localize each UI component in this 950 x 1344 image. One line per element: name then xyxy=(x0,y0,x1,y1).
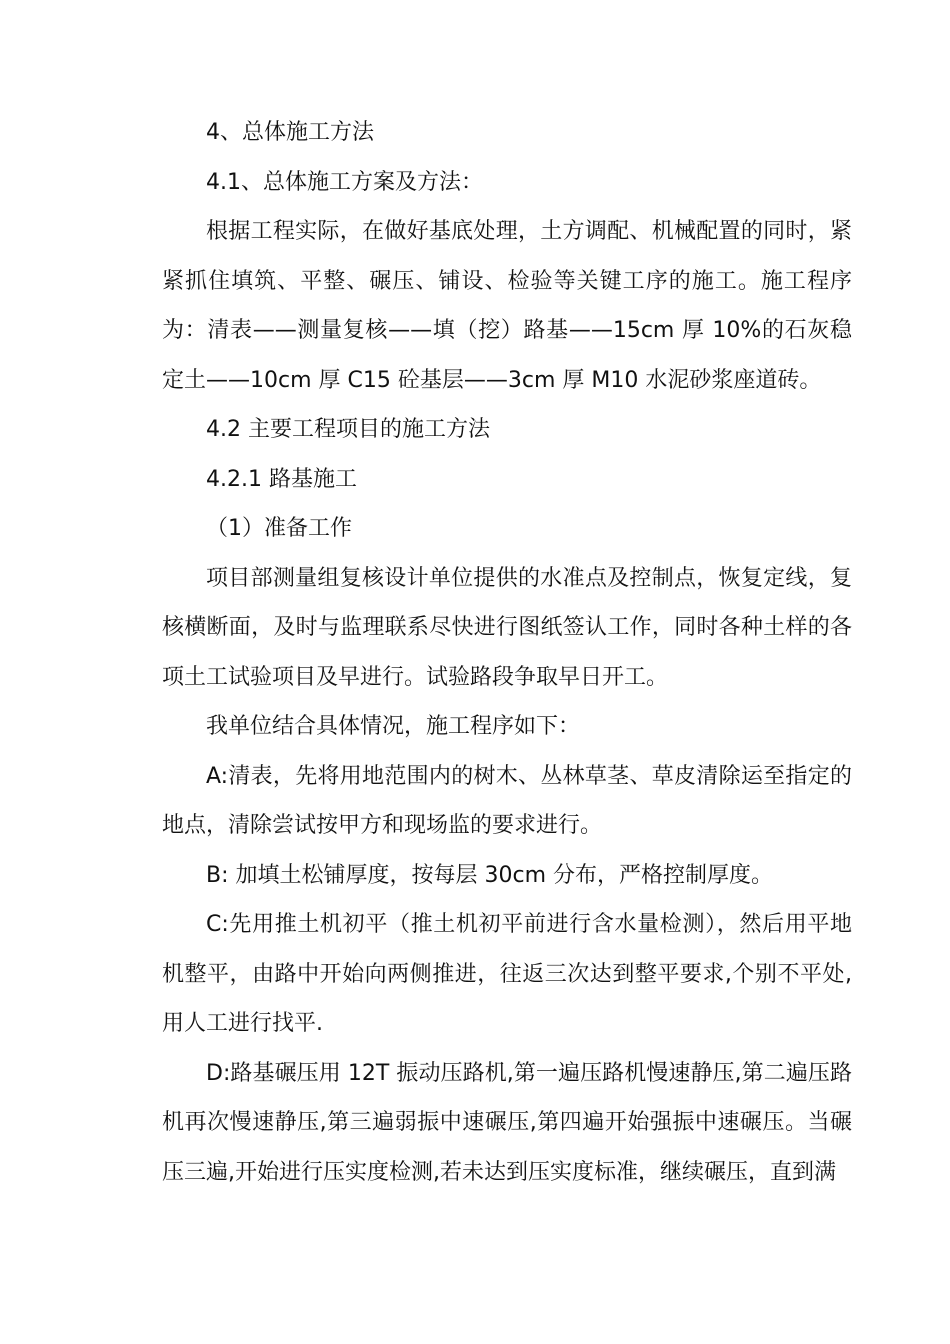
document-body xyxy=(162,108,852,1197)
paragraph-step-b: B: 加填土松铺厚度，按每层 30cm 分布，严格控制厚度。 xyxy=(206,862,774,888)
section-heading-4-2-1: 4.2.1 路基施工 xyxy=(206,466,357,492)
subheading-preparation: （1）准备工作 xyxy=(206,516,352,541)
section-heading-4-1: 4.1、总体施工方案及方法： xyxy=(206,169,483,195)
section-heading-4: 4、总体施工方法 xyxy=(206,120,374,145)
paragraph-step-c: C:先用推土机初平（推土机初平前进行含水量检测），然后用平地机整平，由路中开始向两侧推进，往返三次达到整平要求,个别不平处,用人工进行找平. xyxy=(162,912,852,1036)
paragraph-construction-procedure: 根据工程实际，在做好基底处理，土方调配、机械配置的同时，紧紧抓住填筑、平整、碾压、铺设、检验等关键工序的施工。施工程序为：清表——测量复核——填（挖）路基——15cm 厚 10%的石灰稳定土——10cm 厚 C15 砼基层——3cm 厚 M10 水泥砂浆座道砖。 xyxy=(162,219,852,393)
paragraph-step-d: D:路基碾压用 12T 振动压路机,第一遍压路机慢速静压,第二遍压路机再次慢速静压,第三遍弱振中速碾压,第四遍开始强振中速碾压。当碾压三遍,开始进行压实度检测,若未达到压实度标准，继续碾压，直到满 xyxy=(162,1060,852,1185)
paragraph-step-a: A:清表，先将用地范围内的树木、丛林草茎、草皮清除运至指定的地点，清除尝试按甲方和现场监的要求进行。 xyxy=(162,763,852,838)
paragraph-survey-review: 项目部测量组复核设计单位提供的水准点及控制点，恢复定线，复核横断面，及时与监理联系尽快进行图纸签认工作，同时各种土样的各项土工试验项目及早进行。试验路段争取早日开工。 xyxy=(162,565,852,690)
section-heading-4-2: 4.2 主要工程项目的施工方法 xyxy=(206,417,490,442)
paragraph-procedure-intro: 我单位结合具体情况，施工程序如下： xyxy=(206,714,581,739)
